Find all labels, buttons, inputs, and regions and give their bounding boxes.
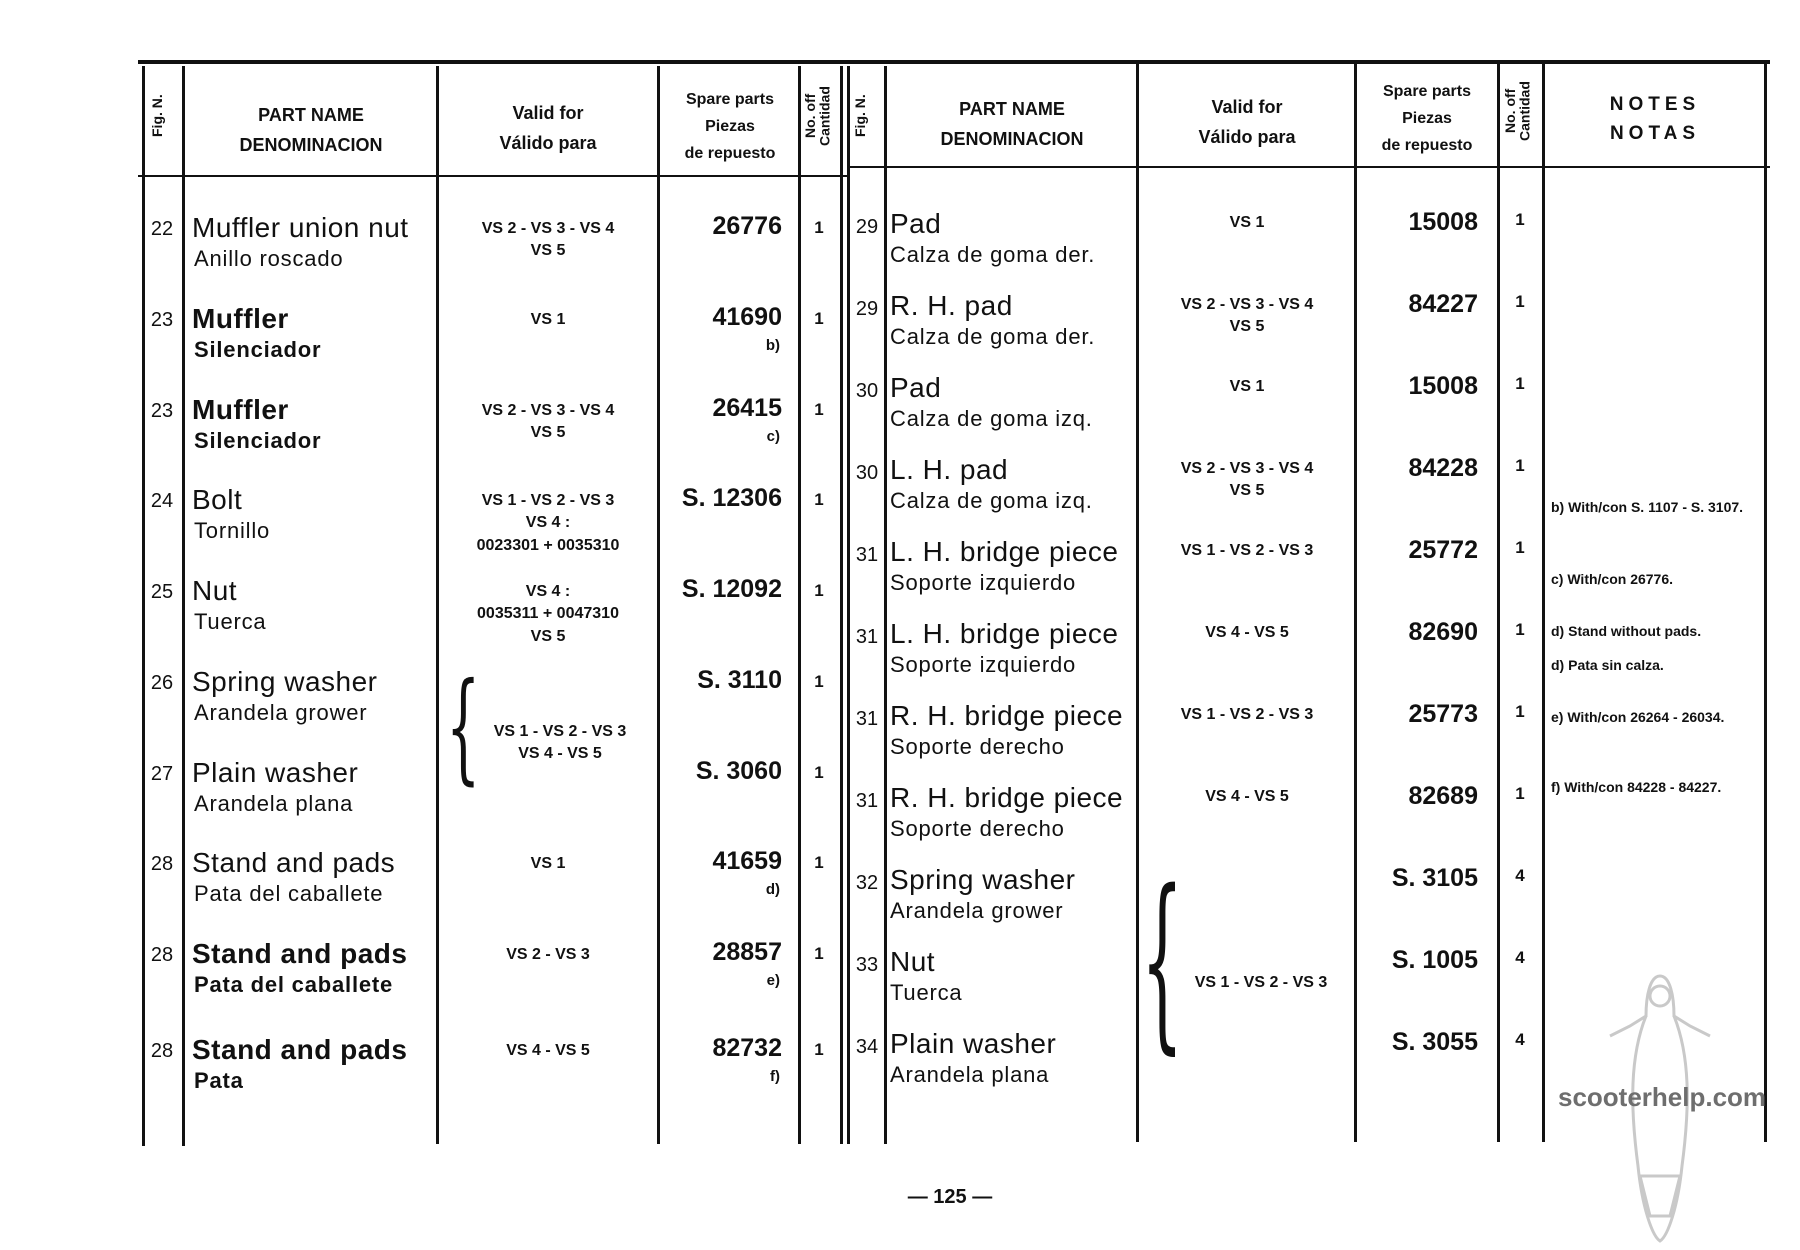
quantity: 1	[814, 581, 824, 600]
spare-part-number: 26415	[712, 394, 782, 422]
valid-for: VS 1	[1229, 378, 1265, 395]
row-fig: 31	[855, 626, 879, 648]
part-name-en: Bolt	[192, 484, 243, 515]
right-brace-valid: VS 1 - VS 2 - VS 3	[1194, 974, 1328, 991]
col-rule	[657, 66, 660, 1144]
row-fig: 32	[855, 872, 879, 894]
spare-part-number: 28857	[712, 938, 782, 966]
col-rule	[436, 66, 439, 1144]
quantity: 4	[1515, 1030, 1525, 1049]
part-name-es: Calza de goma der.	[890, 324, 1096, 349]
valid-for: VS 4 - VS 5	[1205, 788, 1289, 805]
header-spare-parts	[1358, 78, 1496, 159]
col-rule	[798, 66, 801, 1144]
part-name-en: Spring washer	[192, 666, 378, 697]
row-fig: 25	[150, 581, 174, 603]
table-top-rule	[138, 60, 1770, 64]
quantity: 1	[1515, 210, 1525, 229]
header-notes-en: NOTES	[1609, 94, 1701, 115]
part-name-es: Arandela plana	[890, 1062, 1050, 1087]
part-name-es: Arandela grower	[890, 898, 1064, 923]
part-name-es: Arandela plana	[194, 791, 354, 816]
part-name-en: Muffler	[192, 394, 289, 425]
header-part-name	[186, 100, 436, 160]
col-rule	[1764, 64, 1767, 1142]
quantity: 1	[814, 309, 824, 328]
note-b: b) With/con S. 1107 - S. 3107.	[1551, 499, 1744, 515]
header-spare-parts	[662, 86, 798, 167]
row-fig: 31	[855, 544, 879, 566]
part-name-en: Pad	[890, 208, 942, 239]
header-qty	[1503, 72, 1539, 150]
col-rule	[182, 66, 185, 1146]
valid-for: VS 4 - VS 5	[506, 1042, 590, 1059]
header-fig: Fig. N.	[149, 94, 165, 138]
header-qty-en: No. off	[1502, 88, 1518, 134]
right-header-bottom-rule	[848, 166, 1770, 168]
quantity: 4	[1515, 948, 1525, 967]
row-fig: 24	[150, 490, 174, 512]
row-fig: 28	[150, 853, 174, 875]
spare-part-number: S. 3055	[1391, 1028, 1478, 1056]
header-valid-for	[440, 98, 656, 158]
quantity: 1	[1515, 456, 1525, 475]
spare-part-number: S. 3105	[1391, 864, 1478, 892]
row-fig: 22	[150, 218, 174, 240]
left-header-bottom-rule	[138, 175, 848, 177]
row-fig: 29	[855, 216, 879, 238]
part-name-en: Plain washer	[890, 1028, 1057, 1059]
part-name-es: Soporte derecho	[890, 816, 1065, 841]
part-note-ref: d)	[765, 881, 780, 898]
part-name-es: Anillo roscado	[194, 246, 344, 271]
note-d-es: d) Pata sin calza.	[1551, 657, 1664, 673]
part-name-en: Stand and pads	[192, 847, 396, 878]
quantity: 1	[814, 1040, 824, 1059]
header-notes-es: NOTAS	[1609, 123, 1701, 144]
spare-part-number: S. 12306	[681, 484, 782, 512]
spare-part-number: 82690	[1408, 618, 1478, 646]
spare-part-number: S. 3110	[697, 666, 782, 694]
row-fig: 34	[855, 1036, 879, 1058]
spare-part-number: 15008	[1408, 372, 1478, 400]
part-name-en: R. H. bridge piece	[890, 700, 1124, 731]
quantity: 1	[814, 218, 824, 237]
note-d-en: d) Stand without pads.	[1551, 623, 1702, 639]
header-spare-parts-en: Spare parts	[685, 91, 775, 108]
part-name-en: Stand and pads	[192, 1034, 408, 1065]
quantity: 1	[814, 400, 824, 419]
quantity: 1	[814, 763, 824, 782]
watermark-text: scooterhelp.com	[1558, 1082, 1767, 1112]
valid-for: VS 1 - VS 2 - VS 3	[1180, 706, 1314, 723]
valid-for: VS 2 - VS 3	[506, 946, 590, 963]
header-qty-es: Cantidad	[816, 86, 833, 146]
part-note-ref: c)	[766, 428, 780, 445]
part-name-es: Calza de goma izq.	[890, 488, 1093, 513]
part-name-en: L. H. pad	[890, 454, 1009, 485]
header-notes	[1546, 90, 1764, 148]
valid-for: VS 4 : 0035311 + 0047310 VS 5	[477, 583, 619, 645]
quantity: 4	[1515, 866, 1525, 885]
quantity: 1	[814, 672, 824, 691]
valid-for: VS 1 - VS 2 - VS 3	[1180, 542, 1314, 559]
row-fig: 31	[855, 790, 879, 812]
row-fig: 29	[855, 298, 879, 320]
part-name-en: Nut	[192, 575, 238, 606]
valid-for: VS 1 - VS 2 - VS 3 VS 4 : 0023301 + 0035310	[476, 492, 620, 554]
quantity: 1	[1515, 292, 1525, 311]
part-name-es: Soporte izquierdo	[890, 570, 1077, 595]
page-number: — 125 —	[907, 1186, 993, 1208]
part-name-en: Stand and pads	[192, 938, 408, 969]
part-name-es: Pata del caballete	[194, 881, 384, 906]
spare-part-number: 26776	[712, 212, 782, 240]
header-spare-parts-es2: de repuesto	[684, 145, 776, 162]
row-fig: 23	[150, 309, 174, 331]
spare-part-number: S. 3060	[695, 757, 782, 785]
header-fig: Fig. N.	[852, 94, 868, 138]
spare-part-number: 25773	[1408, 700, 1478, 728]
valid-for: VS 2 - VS 3 - VS 4 VS 5	[481, 220, 615, 260]
spare-part-number: S. 1005	[1391, 946, 1478, 974]
part-name-en: R. H. pad	[890, 290, 1013, 321]
right-brace: {	[1141, 850, 1184, 1071]
quantity: 1	[1515, 784, 1525, 803]
part-name-en: Plain washer	[192, 757, 359, 788]
part-name-en: Muffler	[192, 303, 289, 334]
spare-part-number: 15008	[1408, 208, 1478, 236]
spare-part-number: 84228	[1408, 454, 1478, 482]
row-fig: 30	[855, 380, 879, 402]
header-spare-parts-en: Spare parts	[1382, 83, 1472, 100]
spare-part-number: 25772	[1408, 536, 1478, 564]
quantity: 1	[814, 944, 824, 963]
header-valid-for-en: Valid for	[1211, 97, 1283, 117]
part-name-es: Soporte izquierdo	[890, 652, 1077, 677]
row-fig: 33	[855, 954, 879, 976]
header-part-name-en: PART NAME	[959, 99, 1065, 119]
col-rule	[840, 66, 843, 1144]
header-part-name-es: DENOMINACION	[940, 129, 1084, 149]
col-rule	[1542, 64, 1545, 1142]
part-name-en: L. H. bridge piece	[890, 536, 1119, 567]
spare-part-number: 84227	[1408, 290, 1478, 318]
row-fig: 28	[150, 944, 174, 966]
col-rule	[1354, 64, 1357, 1142]
left-brace: {	[446, 658, 481, 797]
quantity: 1	[814, 490, 824, 509]
part-name-es: Pata del caballete	[194, 972, 394, 997]
col-rule	[1136, 64, 1139, 1142]
part-name-en: L. H. bridge piece	[890, 618, 1119, 649]
part-name-es: Silenciador	[194, 428, 322, 453]
spare-part-number: 41690	[712, 303, 782, 331]
part-name-es: Arandela grower	[194, 700, 368, 725]
row-fig: 23	[150, 400, 174, 422]
valid-for: VS 2 - VS 3 - VS 4 VS 5	[1180, 460, 1314, 500]
header-spare-parts-es1: Piezas	[705, 118, 755, 135]
valid-for: VS 1	[530, 311, 566, 328]
row-fig: 26	[150, 672, 174, 694]
row-fig: 27	[150, 763, 174, 785]
part-name-es: Calza de goma der.	[890, 242, 1096, 267]
quantity: 1	[1515, 374, 1525, 393]
part-name-es: Pata	[194, 1068, 244, 1093]
part-name-es: Silenciador	[194, 337, 322, 362]
row-fig: 30	[855, 462, 879, 484]
note-e: e) With/con 26264 - 26034.	[1551, 709, 1725, 725]
quantity: 1	[814, 853, 824, 872]
header-valid-for-es: Válido para	[1198, 127, 1296, 147]
header-part-name-es: DENOMINACION	[239, 135, 383, 155]
part-note-ref: b)	[765, 337, 780, 354]
valid-for: VS 2 - VS 3 - VS 4 VS 5	[1180, 296, 1314, 336]
header-qty-en: No. off	[802, 93, 818, 139]
header-valid-for-es: Válido para	[499, 133, 597, 153]
part-name-es: Soporte derecho	[890, 734, 1065, 759]
spare-part-number: 82689	[1408, 782, 1478, 810]
part-name-es: Tornillo	[194, 518, 271, 543]
header-qty	[803, 76, 837, 156]
header-qty-es: Cantidad	[1516, 81, 1533, 141]
note-c: c) With/con 26776.	[1551, 571, 1674, 587]
header-valid-for-en: Valid for	[512, 103, 584, 123]
part-note-ref: f)	[770, 1068, 780, 1085]
valid-for: VS 1	[530, 855, 566, 872]
spare-part-number: 41659	[712, 847, 782, 875]
part-name-es: Tuerca	[890, 980, 963, 1005]
part-name-en: R. H. bridge piece	[890, 782, 1124, 813]
valid-for: VS 1	[1229, 214, 1265, 231]
col-rule	[1497, 64, 1500, 1142]
row-fig: 28	[150, 1040, 174, 1062]
valid-for: VS 4 - VS 5	[1205, 624, 1289, 641]
part-name-es: Calza de goma izq.	[890, 406, 1093, 431]
quantity: 1	[1515, 620, 1525, 639]
quantity: 1	[1515, 538, 1525, 557]
part-name-en: Nut	[890, 946, 936, 977]
row-fig: 31	[855, 708, 879, 730]
spare-part-number: S. 12092	[681, 575, 782, 603]
valid-for: VS 2 - VS 3 - VS 4 VS 5	[481, 402, 615, 442]
spare-part-number: 82732	[712, 1034, 782, 1062]
note-f: f) With/con 84228 - 84227.	[1551, 779, 1722, 795]
header-part-name-en: PART NAME	[258, 105, 364, 125]
header-spare-parts-es1: Piezas	[1402, 110, 1452, 127]
part-name-es: Tuerca	[194, 609, 267, 634]
part-name-en: Spring washer	[890, 864, 1076, 895]
part-name-en: Pad	[890, 372, 942, 403]
header-spare-parts-es2: de repuesto	[1381, 137, 1473, 154]
part-note-ref: e)	[766, 972, 780, 989]
header-valid-for	[1140, 92, 1354, 152]
part-name-en: Muffler union nut	[192, 212, 409, 243]
quantity: 1	[1515, 702, 1525, 721]
left-brace-valid: VS 1 - VS 2 - VS 3 VS 4 - VS 5	[493, 723, 627, 763]
header-part-name	[888, 94, 1136, 154]
